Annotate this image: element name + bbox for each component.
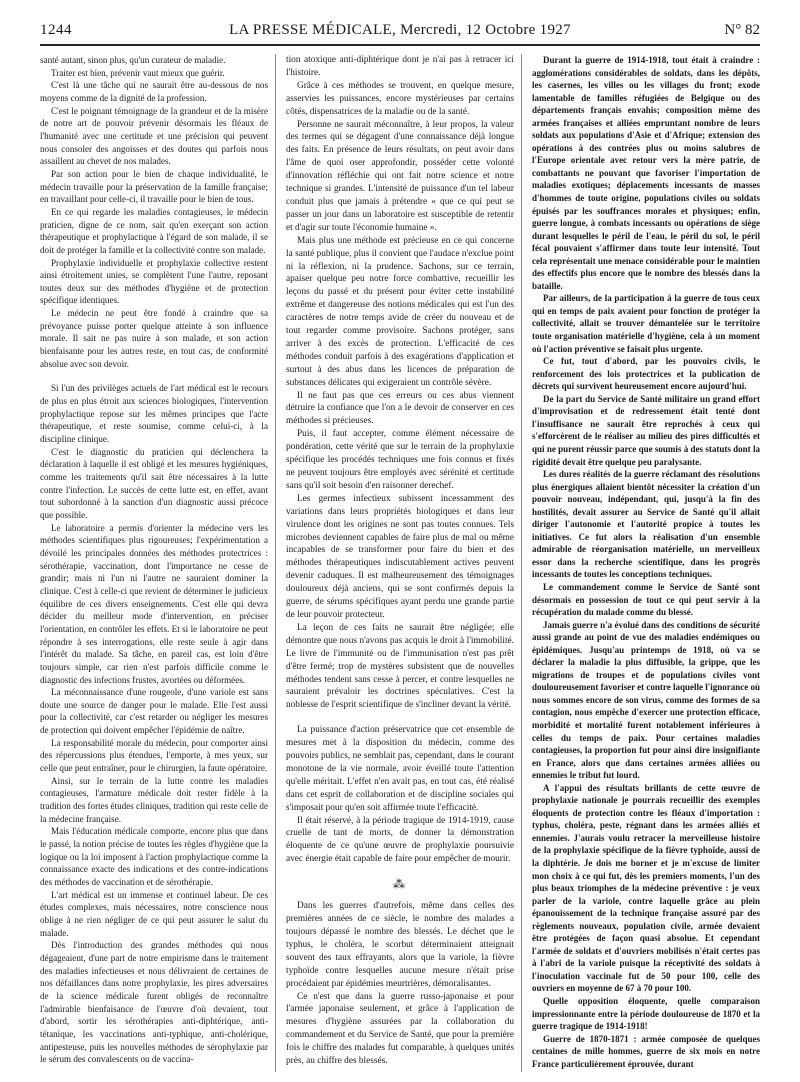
paragraph: Par son action pour le bien de chaque individualité, le médecin travaille pour la préservation de la famille française; en travaillant pour celle-ci, il travaille pour le bien de tous. — [40, 168, 268, 205]
text-column-right — [532, 54, 760, 1072]
paragraph: tion atoxique anti-diphtérique dont je n'ai pas à retracer ici l'histoire. — [286, 55, 514, 78]
paragraph: Le laboratoire a permis d'orienter la médecine vers les méthodes scientifiques plus rigoureuses; l'expérimentation a dévoilé les principales données des méthodes protectrices : sérothérapie, vaccination, dont l'importance ne cesse de grandir; mais ni l'un ni l'autre ne sauraient dominer la clinique. C'est à celle-ci que revient de déterminer le judicieux équilibre de ces divers enseignements. C'est elle qui devra décider du meilleur mode d'intervention, en préciser l'orientation, en contrôler les effets. Et si le laboratoire ne peut répondre à ses interrogations, elle reste seule à agir dans l'intérêt du malade. Sa tâche, en pareil cas, est loin d'être toujours simple, car rien n'est parfois difficile comme le diagnostic des infections frustes, avortées ou déformées. — [40, 522, 268, 685]
paragraph: C'est là une tâche qui ne saurait être au-dessous de nos moyens comme de la dignité de la profession. — [40, 80, 268, 103]
issue-number: N° 82 — [724, 22, 760, 38]
paragraph: En ce qui regarde les maladies contagieuses, le médecin praticien, digne de ce nom, sait qu'en exerçant son action thérapeutique et prophylactique à l'égard de son malade, il se doit de protéger la famille et la collectivité contre son malade. — [40, 206, 268, 255]
paragraph: Personne ne saurait méconnaître, à leur propos, la valeur des termes qui se dégagent d'une connaissance déjà longue des faits. En présence de leurs résultats, on peut avoir dans l'âme de quoi oser approfondir, posséder cette volonté d'innovation réfléchie qui ont fait notre science et notre technique si grandes. L'intensité de puissance d'un tel labeur conduit plus que jamais à prétendre « que ce qui peut se passer un jour dans un laboratoire est susceptible de retentir et d'agir sur toute l'économie humaine ». — [286, 119, 514, 233]
paragraph: Si l'un des privilèges actuels de l'art médical est le recours de plus en plus étroit aux sciences biologiques, l'intervention prophylactique repose sur les mêmes principes que l'acte thérapeutique, et reste soumise, comme celui-ci, à la discipline clinique. — [40, 383, 268, 445]
paragraph: La leçon de ces faits ne saurait être négligée; elle démontre que nous n'avons pas acquis le droit à l'immobilité. Le livre de l'immunité ou de l'immunisation n'est pas prêt d'être fermé; trop de mystères subsistent que de nouvelles méthodes tendent sans cesse à percer, et contre lesquelles ne sauraient prévaloir les doctrines spéculatives. C'est la noblesse de l'esprit scientifique de s'incliner devant la vérité. — [286, 622, 514, 711]
paragraph: Durant la guerre de 1914-1918, tout était à craindre : agglomérations considérables de soldats, dans les dépôts, les casernes, les villes ou les villages du front; exode lamentable de familles réfugiées de Belgique ou des départements français envahis; composition même des armées françaises et alliées empruntant nombre de leurs soldats aux populations d'Asie et d'Afrique; extension des opérations à des contrées plus ou moins salubres de l'Europe orientale avec retour vers la mère patrie, de combattants ne pouvant que favoriser l'importation de maladies exotiques; déplacements incessants de masses d'hommes de toute origine, populations civiles ou soldats épuisés par les souffrances morales et physiques; enfin, guerre longue, à combats incessants ou opérations de siège durant lesquelles le péril de l'eau, le péril du sol, le péril fécal pouvaient s'affirmer dans toute leur intensité. Tout cela représentait une menace considérable pour le maintien des effectifs plus encore que le nombre des blessés dans la bataille. — [532, 55, 760, 291]
paragraph: Les dures réalités de la guerre réclamant des résolutions plus énergiques allaient bientôt nécessiter la création d'un pouvoir nouveau, indépendant, qui, jusqu'à la fin des hostilités, devait assurer au Service de Santé qu'il allait diriger l'autonomie et l'autorité propice à toutes les initiatives. Ce fut alors la réalisation d'un ensemble admirable de réorganisation matérielle, un merveilleux essor dans la recherche scientifique, dans les progrès incessants de toutes les conceptions techniques. — [532, 469, 760, 580]
paragraph: Le commandement comme le Service de Santé sont désormais en possession de tout ce qui peut servir à la récupération du malade comme du blessé. — [532, 581, 760, 618]
paragraph: Ce n'est que dans la guerre russo-japonaise et pour l'armée japonaise seulement, et grâce à l'application de mesures d'hygiène assurées par la collaboration du commandement et du Service de Santé, que pour la première fois le chiffre des malades fut comparable, à quelques unités près, au chiffre des blessés. — [286, 991, 514, 1067]
text-column-middle — [286, 54, 514, 1072]
paragraph: Dans les guerres d'autrefois, même dans celles des premières années de ce siècle, le nombre des malades a toujours dépassé le nombre des blessés. Le déchet que le typhus, le choléra, le scorbut déterminaient atteignait souvent des taux effrayants, alors que la variole, la fièvre typhoïde contre lesquelles aucune mesure n'était prise procédaient par épidémies meurtrières, démoralisantes. — [286, 901, 514, 989]
paragraph: Les germes infectieux subissent incessamment des variations dans leurs propriétés biologiques et dans leur virulence dont les origines ne sont pas toutes connues. Tels microbes deviennent capables de faire plus de mal ou même incapables de se transformer pour faire du bien et des méthodes thérapeutiques indiscutablement actives peuvent devenir caduques. Il est malheureusement des témoignages douloureux déjà anciens, qui se sont confirmés depuis la guerre, de sérums spécifiques ayant perdu une grande partie de leur pouvoir protecteur. — [286, 493, 514, 620]
section-asterism: ⁂ — [393, 877, 407, 892]
paragraph: Quelle opposition éloquente, quelle comparaison impressionnante entre la période douloureuse de 1870 et la guerre tragique de 1914-1918! — [532, 996, 760, 1032]
paragraph: Dès l'introduction des grandes méthodes qui nous dégageaient, d'une part de notre empirisme dans le traitement des maladies infectieuses et nous délivraient de certaines de nos défaillances dans notre prophylaxie, les pires adversaires de la science médicale furent obligés de reconnaître l'admirable bienfaisance de l'œuvre d'où devaient, tout d'abord, sortir les sérothérapies anti-diphtérique, anti-tétanique, les vaccinations anti-typhique, anti-cholérique, antipesteuse, puis les nouvelles méthodes de sérophylaxie par le sérum des convalescents ou de vaccina- — [40, 940, 268, 1065]
paragraph: L'art médical est un immense et continuel labeur. De ces études complexes, mais nécessaires, notre conscience nous oblige à ne rien négliger de ce qui peut assurer le salut du malade. — [40, 889, 268, 938]
paragraph: Prophylaxie individuelle et prophylaxie collective restent ainsi étroitement unies, se complètent l'une l'autre, reposant toutes deux sur des méthodes d'hygiène et de protection spécifique identiques. — [40, 257, 268, 306]
paragraph: Ce fut, tout d'abord, par les pouvoirs civils, le renforcement des lois protectrices et la publication de décrets qui survivent heureusement encore aujourd'hui. — [532, 356, 760, 392]
paragraph: Le médecin ne peut être fondé à craindre que sa prévoyance puisse porter quelque atteinte à son influence morale. Il sait ne pas nuire à son malade, et son action bienfaisante pour les autres reste, en tout cas, de conformité absolue avec son devoir. — [40, 308, 268, 369]
paragraph: C'est le poignant témoignage de la grandeur et de la misère de notre art de pouvoir prévenir désormais les fléaux de l'humanité avec une certitude et une précision qui peuvent nous consoler des angoisses et des doutes qui parfois nous assaillent au chevet de nos malades. — [40, 105, 268, 167]
paragraph: santé autant, sinon plus, qu'un curateur de maladie. — [40, 55, 226, 65]
paragraph: Puis, il faut accepter, comme élément nécessaire de pondération, cette vérité que sur le terrain de la prophylaxie spécifique les procédés techniques une fois connus et fixés ne peuvent toujours être employés avec sérénité et certitude sans qu'il soit besoin d'en raisonner derechef. — [286, 429, 514, 491]
header-rule — [40, 44, 760, 46]
running-title: LA PRESSE MÉDICALE, Mercredi, 12 Octobre 1927 — [229, 22, 571, 38]
paragraph: Par ailleurs, de la participation à la guerre de tous ceux qui en temps de paix avaient pour fonction de protéger la collectivité, allait se trouver démantelée sur le territoire toute organisation matérielle d'hygiène, cela à un moment où l'action préventive se faisait plus urgente. — [532, 293, 760, 354]
column-divider — [275, 54, 276, 1072]
paragraph: Ainsi, sur le terrain de la lutte contre les maladies contagieuses, l'armature médicale doit rester fidèle à la tradition des fortes études cliniques, tradition qui reste celle de la médecine française. — [40, 775, 268, 824]
paragraph: Il ne faut pas que ces erreurs ou ces abus viennent détruire la confiance que l'on a le devoir de conserver en ces méthodes si précieuses. — [286, 390, 514, 427]
paragraph: Traiter est bien, prévenir vaut mieux que guérir. — [51, 67, 225, 78]
paragraph: La puissance d'action préservatrice que cet ensemble de mesures met à la disposition du médecin, comme des pouvoirs publics, ne semblait pas, cependant, dans le courant monotone de la vie normale, avoir éveillé toute l'attention qu'elle méritait. L'effet n'en avait pas, en tout cas, été réalisé dans cet esprit de collaboration et de discipline sociales qui s'imposait pour qu'en soit affirmée toute l'efficacité. — [286, 725, 514, 813]
paragraph: Il était réservé, à la période tragique de 1914-1919, cause cruelle de tant de morts, de donner la démonstration éloquente de ce qu'une œuvre de prophylaxie poursuivie avec énergie était capable de faire pour empêcher de mourir. — [286, 815, 514, 865]
paragraph: Grâce à ces méthodes se trouvent, en quelque mesure, asservies les puissances, encore mystérieuses par certains côtés, dispensatrices de la maladie ou de la santé. — [286, 80, 514, 117]
paragraph: A l'appui des résultats brillants de cette œuvre de prophylaxie nationale je pourrais recueillir des exemples éloquents de protection contre les fléaux d'importation : typhus, choléra, peste, régnant dans les armées alliés et ennemies. J'aurais voulu retracer la merveilleuse histoire de la prophylaxie spécifique de la fièvre typhoïde, aussi de la diphtérie. Je dois me borner et je m'excuse de limiter mon choix à ce qui fut, dès les premiers moments, l'un des plus beaux triomphes de la médecine préventive : je veux parler de la variole, contre laquelle grâce au plein épanouissement de la technique française assuré par des règlements nouveaux, population civile, armée devaient être protégées de façon quasi absolue. Et cependant l'armée de soldats et d'ouvriers mobilisés n'était certes pas à l'abri de la variole puisque la réceptivité des soldats à l'inoculation vaccinale fut de 50 pour 100, celle des ouvriers en moyenne de 67 à 70 pour 100. — [532, 782, 760, 994]
page-header — [40, 22, 760, 44]
paragraph: Mais plus une méthode est précieuse en ce qui concerne la santé publique, plus il convient que l'audace n'exclue point ni la réflexion, ni la prudence. Sachons, sur ce terrain, apaiser quelque peu notre force combattive, recueillir les leçons du passé et du présent pour éviter cette instabilité extrême et dangereuse des notions médicales qui est l'un des caractères de notre temps avide de créer du nouveau et de tout regarder comme provisoire. Sachons protéger, sans arriver à des excès de protection. L'efficacité de ces méthodes conduit parfois à des exagérations d'application et surtout à des abus dans les licences de préparation de substances délicates qui exigeraient un contrôle sévère. — [286, 235, 514, 388]
page-number: 1244 — [40, 22, 72, 38]
column-divider — [521, 54, 522, 1072]
paragraph: Mais l'éducation médicale comporte, encore plus que dans le passé, la notion précise de toutes les règles d'hygiène que la logique ou la loi imposent à l'action prophylactique comme la connaissance exacte des indications et des contre-indications des méthodes de vaccination et de sérothérapie. — [40, 826, 268, 887]
paragraph: De la part du Service de Santé militaire un grand effort d'improvisation et de redressement était tenté dont l'insuffisance ne saurait être reprochés à ceux qui s'efforcèrent de le réaliser au milieu des pires difficultés et qui ne purent réussir parce que soumis à des statuts dont la rigidité devait être quelque peu paralysante. — [532, 393, 760, 467]
paragraph: Jamais guerre n'a évolué dans des conditions de sécurité aussi grande au point de vue des maladies endémiques ou épidémiques. Jusqu'au printemps de 1918, où va se déclarer la maladie la plus diffusible, la grippe, que les migrations de troupes et de populations civiles vont douloureusement favoriser et contre laquelle l'ignorance où nous sommes encore de son virus, comme des formes de sa contagion, nous empêche d'exercer une protection efficace, morbidité et mortalité furent notablement inférieures à celles du temps de paix. Pour certaines maladies contagieuses, la proportion fut pour ainsi dire insignifiante en France, alors que dans certaines armées alliées ou ennemies le tribut fut lourd. — [532, 619, 760, 781]
text-column-left — [40, 54, 268, 1072]
paragraph: La responsabilité morale du médecin, pour comporter ainsi des répercussions plus étendues, l'emporte, à mes yeux, sur celle que peut entraîner, pour le chirurgien, la faute opératoire. — [40, 737, 268, 774]
paragraph: Guerre de 1870-1871 : armée composée de quelques centaines de mille hommes, guerre de six mois en notre France particulièrement éprouvée, durant — [532, 1033, 760, 1069]
paragraph: C'est le diagnostic du praticien qui déclenchera la déclaration à laquelle il est obligé et les mesures hygiéniques, comme les traitements qu'il sait être nécessaires à la lutte contre l'infection. Le succès de cette lutte est, en effet, avant tout subordonné à la sanction d'un diagnostic aussi précoce que possible. — [40, 446, 268, 520]
paragraph: La méconnaissance d'une rougeole, d'une variole est sans doute une source de danger pour le malade. Elle l'est aussi pour la collectivité, car c'est retarder ou négliger les mesures de protection qui doivent empêcher l'épidémie de naître. — [40, 687, 268, 736]
